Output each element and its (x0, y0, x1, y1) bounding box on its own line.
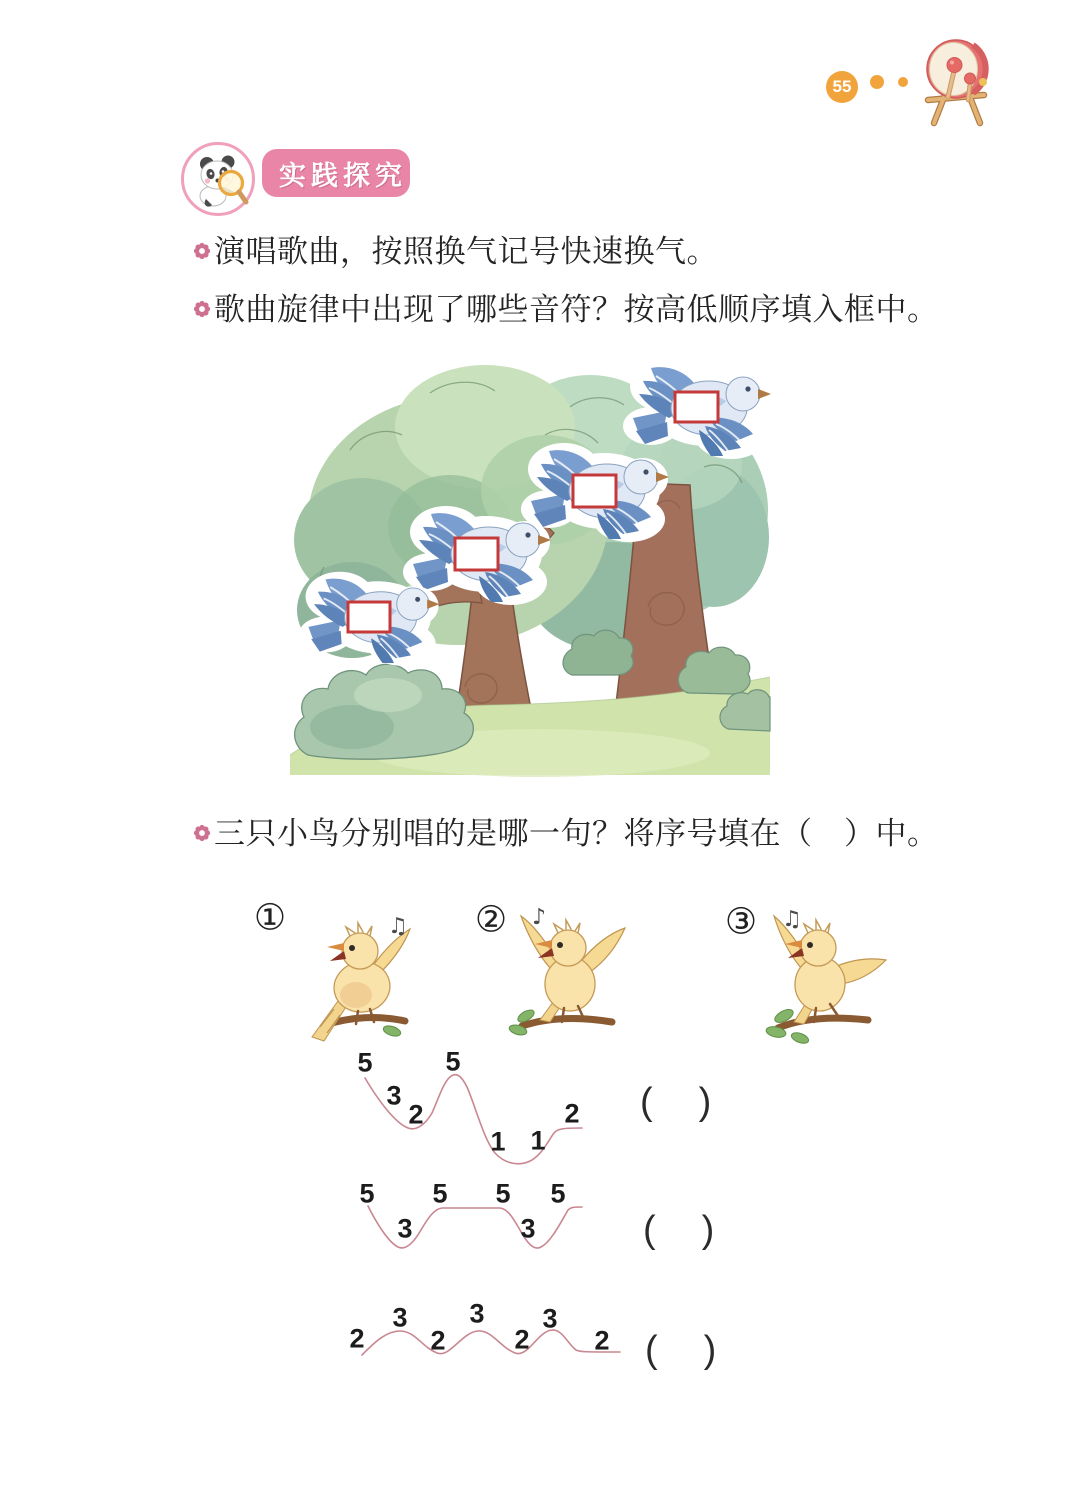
scale-degree: 2 (594, 1325, 610, 1356)
melody-contour-line (340, 1300, 630, 1370)
option-label-1: ① (253, 897, 287, 939)
scale-degree: 2 (564, 1098, 580, 1129)
flower-bullet-icon (193, 824, 211, 842)
page-number-badge: 55 (826, 71, 858, 103)
music-note-icon: ♪ (532, 905, 547, 930)
task-text: 歌曲旋律中出现了哪些音符？按高低顺序填入框中。 (214, 292, 939, 327)
task-item (193, 292, 939, 328)
music-note-icon: ♫ (388, 914, 408, 939)
scale-degree: 3 (520, 1213, 536, 1244)
yellow-bird-3-illustration (756, 900, 891, 1045)
scale-degree: 2 (514, 1324, 530, 1355)
answer-blank[interactable]: ( ) (645, 1329, 721, 1371)
answer-blank[interactable]: ( ) (643, 1209, 719, 1251)
melody-phrase-2 (340, 1180, 780, 1280)
task-item (193, 816, 939, 852)
scale-degree: 2 (430, 1325, 446, 1356)
scale-degree: 1 (530, 1125, 546, 1156)
yellow-bird-2-illustration (508, 898, 628, 1046)
scale-degree: 5 (432, 1178, 448, 1209)
scale-degree: 5 (495, 1178, 511, 1209)
flower-bullet-icon (193, 242, 211, 260)
tree-scene-svg (290, 355, 770, 775)
answer-box[interactable] (455, 538, 498, 570)
music-note-icon: ♫ (782, 907, 802, 932)
scale-degree: 3 (386, 1080, 402, 1111)
answer-box[interactable] (348, 602, 390, 632)
scale-degree: 5 (359, 1178, 375, 1209)
scale-degree: 2 (408, 1099, 424, 1130)
answer-box[interactable] (675, 392, 718, 422)
scale-degree: 5 (357, 1047, 373, 1078)
scale-degree: 1 (490, 1126, 506, 1157)
option-label-2: ② (474, 899, 508, 941)
scale-degree: 3 (392, 1302, 408, 1333)
panda-badge-circle (181, 142, 255, 216)
yellow-bird-1-illustration (300, 903, 425, 1048)
answer-box[interactable] (573, 475, 616, 507)
scale-degree: 5 (550, 1178, 566, 1209)
header-dot-icon (898, 77, 908, 87)
task-text: 演唱歌曲，按照换气记号快速换气。 (214, 234, 718, 269)
melody-contour-line (340, 1045, 600, 1175)
scale-degree: 3 (542, 1303, 558, 1334)
scale-degree: 2 (349, 1323, 365, 1354)
header-dot-icon (870, 75, 884, 89)
melody-phrase-3 (340, 1300, 780, 1380)
scale-degree: 3 (469, 1298, 485, 1329)
scale-degree: 3 (397, 1213, 413, 1244)
melody-phrase-1 (340, 1045, 780, 1180)
task-text: 三只小鸟分别唱的是哪一句？将序号填在（ ）中。 (214, 816, 939, 851)
answer-blank[interactable]: ( ) (640, 1081, 716, 1123)
option-label-3: ③ (724, 901, 758, 943)
task-item (193, 234, 718, 270)
section-badge-label: 实践探究 (279, 160, 407, 191)
drum-icon (913, 34, 1001, 128)
tree-scene-illustration (290, 355, 770, 775)
section-badge (262, 149, 410, 197)
scale-degree: 5 (445, 1046, 461, 1077)
flower-bullet-icon (193, 300, 211, 318)
panda-magnifier-icon (186, 147, 252, 213)
